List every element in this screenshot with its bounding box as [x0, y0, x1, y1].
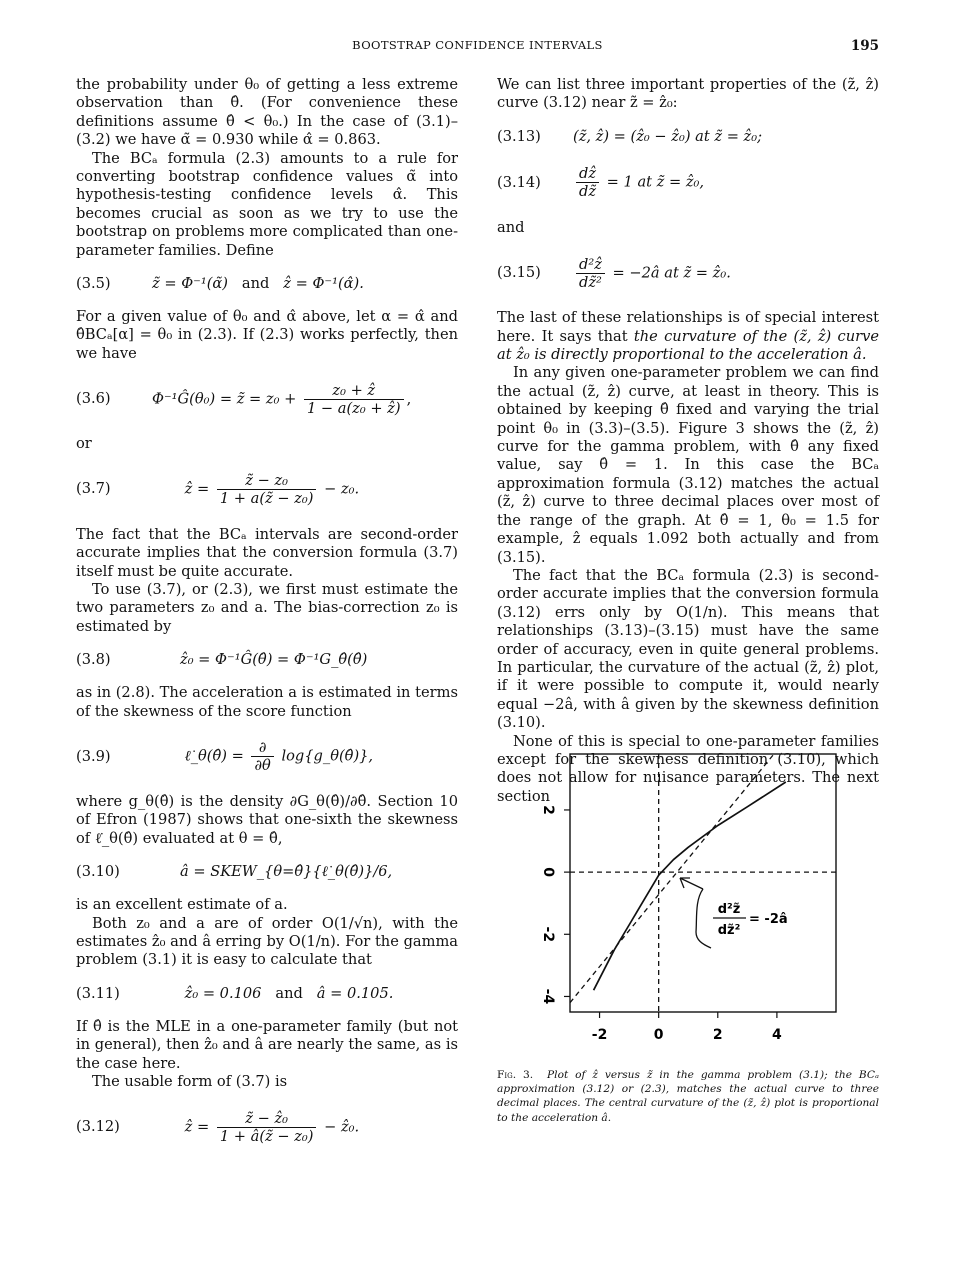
figure-3-plot — [497, 750, 879, 1050]
equation-3-6 — [76, 377, 458, 421]
caption-text: Plot of ẑ versus z̃ in the gamma problem (3.1); the BCₐ approximation (3.12) or (2.3), matches the actual curve to three decimal places. The central curvature of the (z̃, ẑ) plot is proportional to the acceleration â. — [497, 1069, 879, 1124]
fraction-numerator: z̃ − z₀ — [217, 472, 317, 490]
equation-number: (3.5) — [76, 274, 111, 292]
equation-3-10 — [76, 862, 458, 882]
paragraph: We can list three important properties of the (z̃, ẑ) curve (3.12) near z̃ = ẑ₀: — [497, 76, 879, 112]
equation-number: (3.14) — [497, 173, 541, 191]
equation-text: ẑ = — [184, 1118, 210, 1136]
paragraph: To use (3.7), or (2.3), we first must estimate the two parameters z₀ and a. The bias-correction z₀ is estimated by — [76, 580, 458, 635]
equation-text: = 1 at z̃ = ẑ₀, — [606, 173, 705, 191]
paragraph: The usable form of (3.7) is — [92, 1073, 288, 1090]
equation-text: log{g_θ(θ̂)}, — [281, 747, 374, 765]
fraction-denominator: dz̃² — [579, 273, 602, 291]
equation-3-13 — [497, 127, 879, 147]
running-title: BOOTSTRAP CONFIDENCE INTERVALS — [352, 38, 603, 52]
y-tick-label: 0 — [540, 867, 556, 877]
paragraph: The fact that the BCₐ intervals are second-order accurate implies that the conversion formula (3.7) itself must be quite accurate. — [76, 525, 458, 580]
fraction-denominator: 1 + a(z̃ − z₀) — [219, 490, 314, 508]
equation-number: (3.9) — [76, 747, 111, 765]
fraction — [304, 382, 404, 417]
curvature-annotation — [680, 878, 788, 948]
equation-number: (3.13) — [497, 127, 541, 145]
paragraph: In any given one-parameter problem we can find the actual (z̃, ẑ) curve, at least in theory. This is obtained by keeping θ̂ fixed and varying the trial point θ₀ in (3.3)–(3.5). Figure 3 shows the (z̃, ẑ) curve for the gamma problem, with θ̂ any fixed value, say θ̂ = 1. In this case the BCₐ approximation formula (3.12) matches the actual (z̃, ẑ) curve to three decimal places over most of the range of the graph. At θ̂ = 1, θ₀ = 1.5 for example, ẑ equals 1.092 both actually and from (3.15). — [497, 364, 879, 566]
equation-text: ẑ₀ = 0.106 — [184, 984, 262, 1002]
fraction-denominator: ∂θ — [254, 757, 271, 775]
equation-number: (3.8) — [76, 650, 111, 668]
fraction-numerator: z₀ + ẑ — [304, 382, 404, 400]
paragraph — [497, 309, 879, 364]
page-number: 195 — [850, 38, 879, 54]
equation-number: (3.7) — [76, 480, 111, 498]
equation-text: z̃ = Φ⁻¹(α̃) — [152, 274, 228, 292]
paragraph: The fact that the BCₐ formula (2.3) is second-order accurate implies that the conversion formula (3.12) errs only by O(1/n). This means that relationships (3.13)–(3.15) must have the same order of accuracy, even in quite general problems. In particular, the curvature of the actual (z̃, ẑ) plot, if it were possible to compute it, would nearly equal −2â, with â given by the skewness definition (3.10). — [497, 566, 879, 732]
y-tick-label: 2 — [540, 805, 556, 815]
equation-text: â = SKEW_{θ=θ̂}{ℓ̇_θ(θ̂)}/6, — [180, 862, 393, 880]
fraction-numerator: z̃ − ẑ₀ — [217, 1110, 317, 1128]
y-tick-label: -4 — [540, 988, 556, 1005]
paragraph-text: The last of these relationships is of special interest here. It says that — [497, 309, 879, 345]
annotation-numerator: d²z̃ — [717, 902, 741, 917]
fraction — [576, 256, 605, 291]
paragraph: Both z₀ and a are of order O(1/√n), with the estimates ẑ₀ and â erring by O(1/n). For the gamma problem (3.1) it is easy to calculate that — [76, 914, 458, 969]
equation-3-15 — [497, 251, 879, 295]
curve-series — [594, 782, 786, 990]
equation-3-7 — [76, 468, 458, 512]
equation-number: (3.10) — [76, 862, 120, 880]
fraction-denominator: 1 − a(z₀ + ẑ) — [306, 399, 401, 417]
equation-text: ẑ = — [184, 480, 210, 498]
fraction — [576, 165, 599, 200]
paragraph: and — [497, 218, 525, 236]
annotation-brace — [696, 889, 711, 948]
plot-frame — [570, 754, 836, 1012]
x-tick-label: 4 — [772, 1027, 782, 1043]
fraction-denominator: 1 + â(z̃ − z₀) — [219, 1127, 314, 1145]
x-tick-label: 0 — [653, 1027, 664, 1043]
equation-3-11 — [76, 984, 458, 1004]
emphasized-text: the curvature of the (z̃, ẑ) curve at ẑ₀ is directly proportional to the acceleration â. — [497, 327, 879, 364]
fraction-numerator: d²ẑ — [576, 256, 605, 274]
annotation-value: = -2â — [749, 912, 788, 927]
fraction — [217, 1110, 317, 1145]
equation-3-9 — [76, 735, 458, 779]
equation-number: (3.6) — [76, 390, 111, 408]
plot-layer — [540, 754, 836, 1043]
identity-reference-line — [570, 754, 774, 1003]
equation-text: and — [241, 274, 270, 292]
paragraph: For a given value of θ₀ and α̂ above, let α = α̂ and θ̂BCₐ[α] = θ₀ in (2.3). If (2.3) works perfectly, then we have — [76, 308, 458, 362]
equation-text: , — [406, 390, 412, 408]
paragraph: where g_θ(θ̂) is the density ∂G_θ(θ̂)/∂θ̂. Section 10 of Efron (1987) shows that one-sixth the skewness of ℓ̇_θ(θ̂) evaluated at θ = θ̂, — [76, 792, 458, 847]
fraction-numerator: ∂ — [251, 739, 273, 757]
figure-3 — [497, 750, 879, 1050]
fraction — [251, 739, 273, 774]
equation-number: (3.15) — [497, 264, 541, 282]
caption-label: Fig. 3. — [497, 1069, 534, 1081]
equation-text: − ẑ₀. — [324, 1118, 360, 1136]
paragraph: or — [76, 435, 92, 453]
equation-number: (3.12) — [76, 1118, 120, 1136]
figure-caption — [497, 1068, 879, 1125]
equation-number: (3.11) — [76, 984, 120, 1002]
equation-text: ẑ₀ = Φ⁻¹Ĝ(θ̂) = Φ⁻¹G_θ̂(θ̂) — [180, 650, 368, 668]
paragraph: The BCₐ formula (2.3) amounts to a rule for converting bootstrap confidence values α̃ into hypothesis-testing confidence levels α̂. This becomes crucial as soon as we try to use the bootstrap on problems more complicated than one-parameter families. Define — [76, 149, 458, 259]
x-tick-label: 2 — [712, 1027, 723, 1043]
y-tick-label: -2 — [540, 926, 556, 943]
x-tick-label: -2 — [591, 1027, 608, 1043]
running-header — [76, 38, 879, 56]
paragraph: is an excellent estimate of a. — [76, 896, 288, 914]
paragraph: the probability under θ₀ of getting a less extreme observation than θ̂. (For convenience these definitions assume θ̂ < θ₀.) In the case of (3.1)–(3.2) we have α̃ = 0.930 while α̂ = 0.863. — [76, 76, 458, 149]
fraction — [217, 472, 317, 507]
annotation-denominator: dz̃² — [717, 923, 741, 938]
equation-3-12 — [76, 1105, 458, 1149]
equation-text: (z̃, ẑ) = (ẑ₀ − ẑ₀) at z̃ = ẑ₀; — [573, 127, 763, 145]
equation-3-14 — [497, 161, 879, 205]
equation-text: â = 0.105. — [316, 984, 394, 1002]
fraction-denominator: dz̃ — [579, 183, 597, 201]
equation-text: ẑ = Φ⁻¹(α̂). — [283, 274, 364, 292]
equation-text: Φ⁻¹Ĝ(θ₀) = z̃ = z₀ + — [152, 390, 297, 408]
equation-text: − z₀. — [324, 480, 360, 498]
paragraph: None of this is special to one-parameter families except for the skewness definition (3.10), which does not allow for nuisance parameters. The next section — [497, 732, 879, 805]
annotation-arrow — [680, 878, 703, 889]
equation-text: and — [275, 984, 303, 1002]
equation-3-8 — [76, 650, 458, 670]
paragraph: as in (2.8). The acceleration a is estimated in terms of the skewness of the score function — [76, 684, 458, 720]
fraction-numerator: dẑ — [576, 165, 599, 183]
equation-text: ℓ̇_θ(θ̂) = — [184, 747, 244, 765]
equation-3-5 — [76, 274, 458, 294]
right-column — [497, 76, 879, 806]
equation-text: = −2â at z̃ = ẑ₀. — [612, 264, 731, 282]
paragraph: If θ̂ is the MLE in a one-parameter family (but not in general), then ẑ₀ and â are nearly the same, as is the case here. — [76, 1017, 458, 1072]
left-column — [76, 76, 458, 1163]
